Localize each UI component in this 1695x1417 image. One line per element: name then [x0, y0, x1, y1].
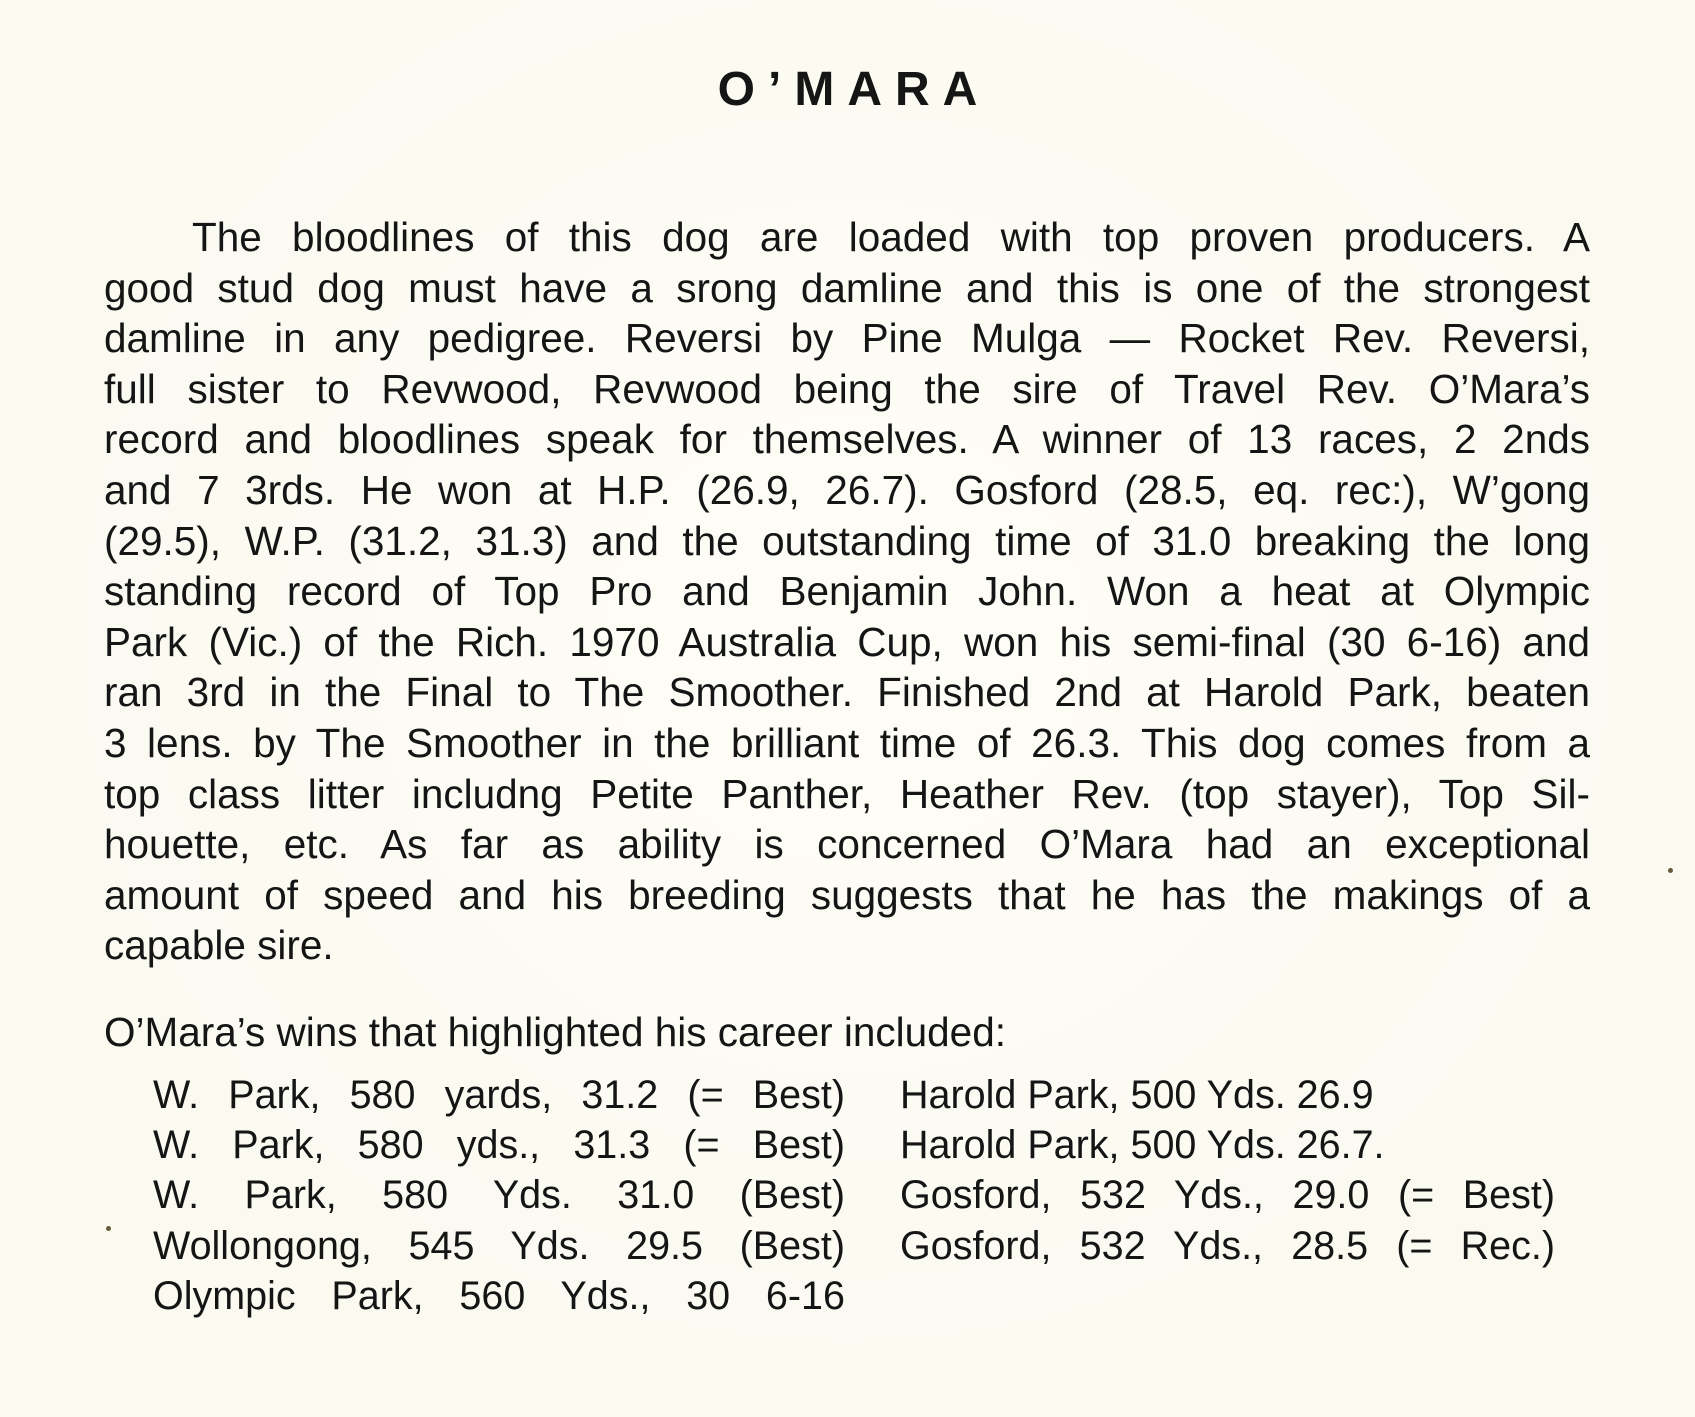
paragraph-line: The bloodlines of this dog are loaded with top proven producers. A [192, 214, 1590, 260]
paper-speck [1668, 868, 1673, 873]
paragraph-line: good stud dog must have a srong damline and this is one of the strongest [104, 264, 1590, 311]
win-entry: W. Park, 580 yds., 31.3 (= Best) [153, 1123, 845, 1168]
wins-list-right [900, 1070, 1555, 1271]
paragraph-line: full sister to Revwood, Revwood being the sire of Travel Rev. O’Mara’s [104, 365, 1590, 412]
paragraph-line: (29.5), W.P. (31.2, 31.3) and the outstanding time of 31.0 breaking the long [104, 517, 1590, 564]
paragraph-line: top class litter includng Petite Panther, Heather Rev. (top stayer), Top Sil- [104, 770, 1590, 817]
win-entry: W. Park, 580 Yds. 31.0 (Best) [153, 1173, 845, 1218]
paragraph-line: Park (Vic.) of the Rich. 1970 Australia Cup, won his semi-final (30 6-16) and [104, 618, 1590, 665]
paper-speck [106, 1226, 111, 1231]
paragraph-line: amount of speed and his breeding suggests that he has the makings of a [104, 871, 1590, 918]
win-entry: W. Park, 580 yards, 31.2 (= Best) [153, 1073, 845, 1117]
win-entry: Wollongong, 545 Yds. 29.5 (Best) [153, 1223, 845, 1268]
win-entry: Harold Park, 500 Yds. 26.7. [900, 1123, 1385, 1168]
paragraph-line: ran 3rd in the Final to The Smoother. Finished 2nd at Harold Park, beaten [104, 669, 1590, 716]
description-paragraph [104, 212, 1590, 971]
win-entry: Olympic Park, 560 Yds., 30 6-16 [153, 1273, 845, 1318]
paragraph-line: record and bloodlines speak for themselves. A winner of 13 races, 2 2nds [104, 416, 1590, 463]
wins-heading: O’Mara’s wins that highlighted his career included: [104, 1009, 1006, 1055]
paragraph-line: damline in any pedigree. Reversi by Pine Mulga — Rocket Rev. Reversi, [104, 315, 1590, 362]
paragraph-line: standing record of Top Pro and Benjamin John. Won a heat at Olympic [104, 568, 1590, 615]
win-entry: Harold Park, 500 Yds. 26.9 [900, 1073, 1374, 1117]
win-entry: Gosford, 532 Yds., 28.5 (= Rec.) [900, 1223, 1555, 1268]
paragraph-line: capable sire. [104, 922, 334, 969]
paragraph-line: houette, etc. As far as ability is concerned O’Mara had an exceptional [104, 821, 1590, 868]
paragraph-line: and 7 3rds. He won at H.P. (26.9, 26.7). Gosford (28.5, eq. rec:), W’gong [104, 466, 1590, 513]
paragraph-line: 3 lens. by The Smoother in the brilliant time of 26.3. This dog comes from a [104, 719, 1590, 766]
page-title: O’MARA [717, 63, 991, 116]
wins-list-left [153, 1070, 845, 1321]
win-entry: Gosford, 532 Yds., 29.0 (= Best) [900, 1173, 1555, 1218]
